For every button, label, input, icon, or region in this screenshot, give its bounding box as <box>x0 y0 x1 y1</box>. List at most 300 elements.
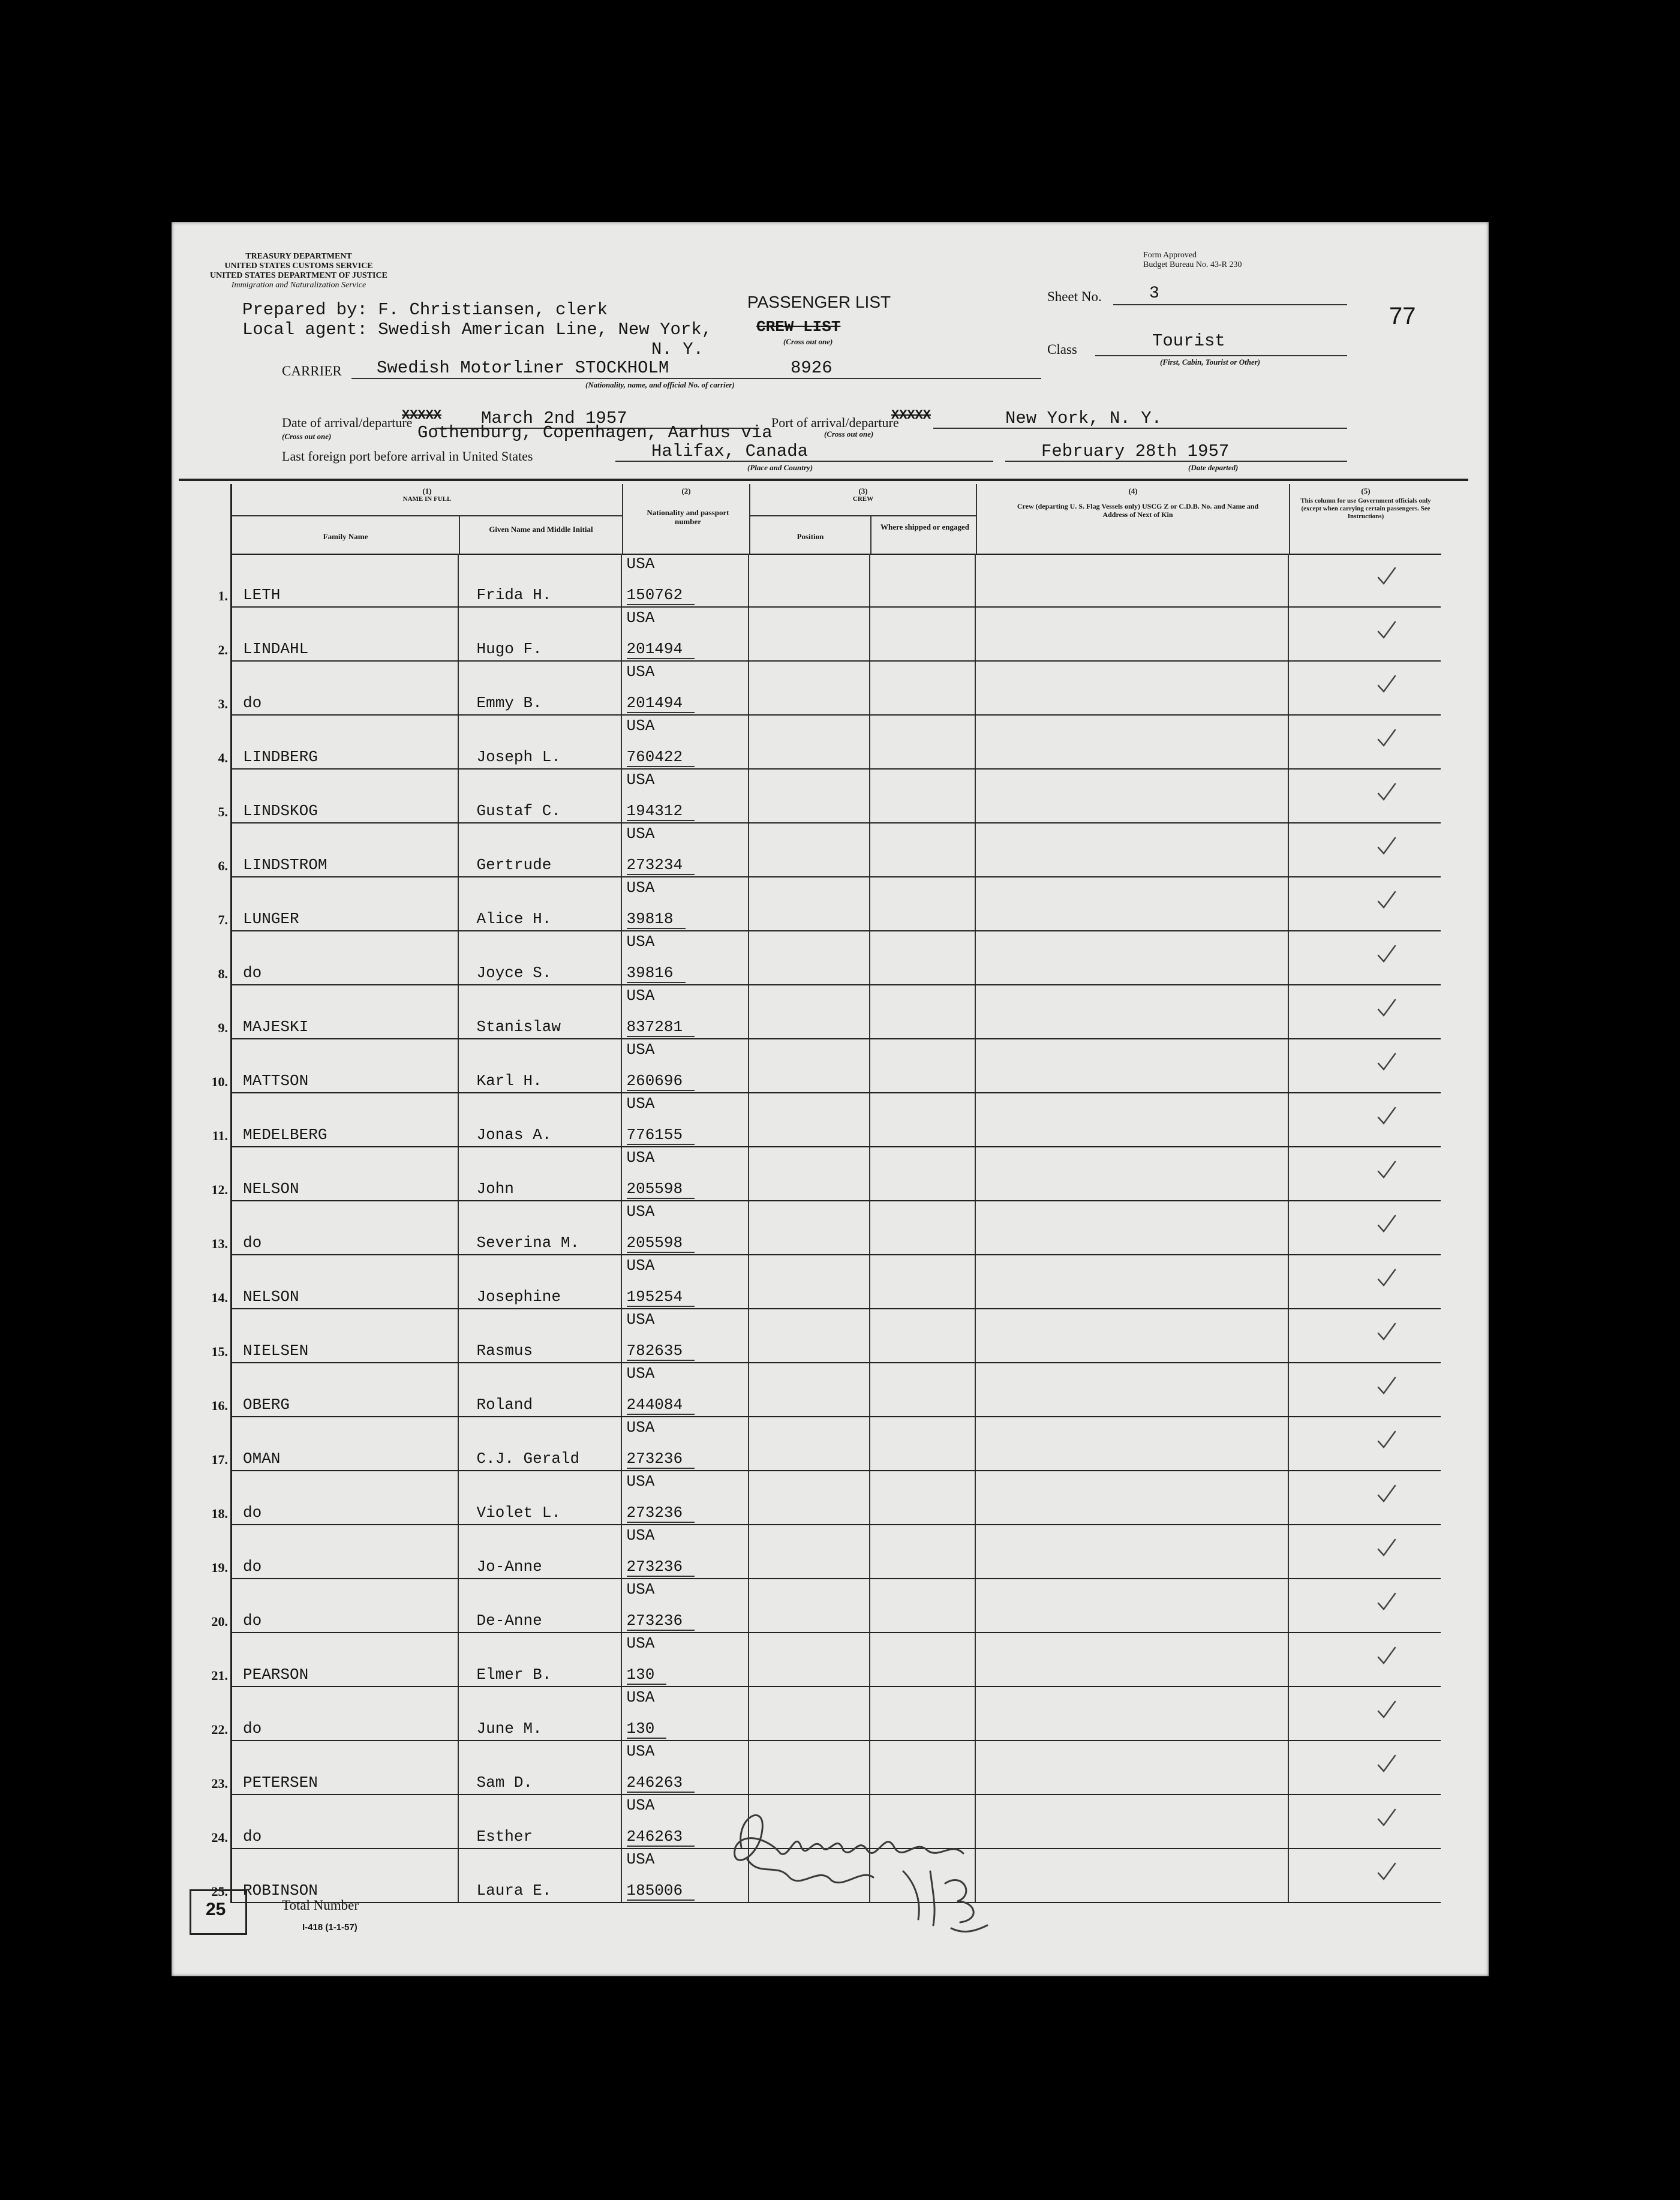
passport-number: 201494 <box>627 640 695 659</box>
given-cell <box>458 1471 621 1525</box>
next-of-kin-cell <box>975 1255 1288 1309</box>
family-name: do <box>243 694 262 712</box>
crew-position-cell <box>749 1093 870 1147</box>
given-cell <box>458 1363 621 1417</box>
col5-num: (5) <box>1361 486 1371 495</box>
table-row <box>232 1201 1441 1255</box>
table-row <box>232 1363 1441 1417</box>
next-of-kin-cell <box>975 715 1288 769</box>
page-number: 77 <box>1389 303 1416 329</box>
family-name: OBERG <box>243 1396 290 1414</box>
date-cross-note: (Cross out one) <box>282 432 332 441</box>
carrier-number: 8926 <box>791 358 833 378</box>
nationality-cell <box>621 1309 749 1363</box>
given-cell <box>458 985 621 1039</box>
nationality-cell <box>621 661 749 715</box>
table-row <box>232 1525 1441 1579</box>
crew-shipped-cell <box>870 1039 975 1093</box>
family-name: NELSON <box>243 1288 299 1306</box>
inspector-signature <box>723 1805 1035 1949</box>
passport-number: 260696 <box>627 1072 695 1091</box>
port-value: New York, N. Y. <box>1005 408 1162 428</box>
next-of-kin-cell <box>975 1093 1288 1147</box>
given-cell <box>458 1633 621 1687</box>
last-port-label: Last foreign port before arrival in United States <box>282 449 533 464</box>
col2-num: (2) <box>681 486 691 495</box>
checkmark-icon <box>1375 1590 1399 1614</box>
official-use-cell <box>1288 1417 1441 1471</box>
official-use-cell <box>1288 1363 1441 1417</box>
crew-shipped-cell <box>870 1417 975 1471</box>
next-of-kin-cell <box>975 1147 1288 1201</box>
row-number: 1. <box>218 588 228 603</box>
given-cell <box>458 1795 621 1849</box>
port-label: Port of arrival/departure <box>771 415 899 430</box>
passport-number: 185006 <box>627 1882 695 1901</box>
row-number: 10. <box>211 1074 228 1089</box>
nationality-cell <box>621 1633 749 1687</box>
row-number: 11. <box>212 1128 228 1143</box>
crew-position-cell <box>749 985 870 1039</box>
crew-list-crossed: CREW LIST <box>756 318 841 336</box>
nationality: USA <box>626 771 655 789</box>
form-number: I-418 (1-1-57) <box>302 1922 357 1932</box>
form-approved-block <box>1143 251 1242 270</box>
crew-position-cell <box>749 823 870 877</box>
given-name: Rasmus <box>476 1342 533 1360</box>
crew-shipped-cell <box>870 1309 975 1363</box>
next-of-kin-cell <box>975 1471 1288 1525</box>
official-use-cell <box>1288 661 1441 715</box>
given-cell <box>458 931 621 985</box>
nationality-cell <box>621 1039 749 1093</box>
nationality: USA <box>626 1257 655 1275</box>
carrier-value: Swedish Motorliner STOCKHOLM <box>377 358 669 378</box>
passport-number: 130 <box>627 1720 667 1739</box>
crew-position-cell <box>749 1633 870 1687</box>
table-row <box>232 554 1441 607</box>
given-name: Sam D. <box>476 1774 533 1792</box>
carrier-note: (Nationality, name, and official No. of carrier) <box>585 380 735 389</box>
row-number: 22. <box>211 1722 228 1737</box>
family-cell <box>211 1849 458 1903</box>
given-name: June M. <box>476 1720 542 1738</box>
row-number: 19. <box>211 1560 228 1575</box>
given-name: Emmy B. <box>476 694 542 712</box>
place-note: (Place and Country) <box>747 463 813 472</box>
family-cell <box>211 1417 458 1471</box>
official-use-cell <box>1288 1633 1441 1687</box>
port-cross-note: (Cross out one) <box>824 429 874 438</box>
cross-out-note: (Cross out one) <box>783 337 833 346</box>
row-number: 7. <box>218 912 228 927</box>
col1-given-head: Given Name and Middle Initial <box>489 525 593 534</box>
passport-number: 130 <box>627 1666 667 1685</box>
row-number: 4. <box>218 750 228 765</box>
passport-number: 150762 <box>627 586 695 605</box>
nationality: USA <box>626 1365 655 1382</box>
passport-number: 194312 <box>627 802 695 821</box>
date-crossed: XXXXX <box>402 408 442 423</box>
crew-position-cell <box>749 1525 870 1579</box>
family-cell <box>211 1795 458 1849</box>
family-name: do <box>243 1504 262 1522</box>
given-name: Frida H. <box>476 586 552 604</box>
next-of-kin-cell <box>975 877 1288 931</box>
given-cell <box>458 1417 621 1471</box>
nationality: USA <box>626 933 655 951</box>
row-number: 6. <box>218 858 228 873</box>
official-use-cell <box>1288 715 1441 769</box>
next-of-kin-cell <box>975 1687 1288 1741</box>
crew-position-cell <box>749 1309 870 1363</box>
passport-number: 273236 <box>627 1450 695 1469</box>
class-note: (First, Cabin, Tourist or Other) <box>1160 357 1261 366</box>
crew-position-cell <box>749 1039 870 1093</box>
family-name: do <box>243 1720 262 1738</box>
given-name: Jonas A. <box>476 1126 552 1144</box>
nationality: USA <box>626 1688 655 1706</box>
family-name: LETH <box>243 586 281 604</box>
col3-position-head: Position <box>797 532 824 541</box>
passport-number: 837281 <box>627 1018 695 1037</box>
checkmark-icon <box>1375 1698 1399 1722</box>
checkmark-icon <box>1375 618 1399 642</box>
passport-number: 273236 <box>627 1558 695 1577</box>
family-cell <box>211 1525 458 1579</box>
crew-shipped-cell <box>870 877 975 931</box>
checkmark-icon <box>1375 1536 1399 1560</box>
nationality-cell <box>621 823 749 877</box>
nationality-cell <box>621 607 749 661</box>
row-number: 25. <box>211 1884 228 1899</box>
given-cell <box>458 715 621 769</box>
given-name: Violet L. <box>476 1504 561 1522</box>
table-row <box>232 769 1441 823</box>
crew-position-cell <box>749 607 870 661</box>
family-name: LINDSKOG <box>243 802 318 820</box>
next-of-kin-cell <box>975 1633 1288 1687</box>
family-cell <box>218 931 458 985</box>
crew-shipped-cell <box>870 661 975 715</box>
budget-bureau-line: Budget Bureau No. 43-R 230 <box>1143 260 1242 269</box>
crew-position-cell <box>749 1363 870 1417</box>
given-cell <box>458 607 621 661</box>
crew-shipped-cell <box>870 769 975 823</box>
col4-title: Crew (departing U. S. Flag Vessels only) USCG Z or C.D.B. No. and Name and Address of Next of Kin <box>1017 502 1259 519</box>
given-name: C.J. Gerald <box>476 1450 580 1468</box>
given-name: Gertrude <box>476 856 552 874</box>
family-cell <box>218 985 458 1039</box>
family-name: NELSON <box>243 1180 299 1198</box>
nationality-cell <box>621 1093 749 1147</box>
given-cell <box>458 1849 621 1903</box>
nationality: USA <box>626 1418 655 1436</box>
checkmark-icon <box>1375 942 1399 966</box>
passport-number: 244084 <box>627 1396 695 1415</box>
crew-shipped-cell <box>870 985 975 1039</box>
table-row <box>232 1471 1441 1525</box>
given-cell <box>458 1525 621 1579</box>
crew-shipped-cell <box>870 554 975 607</box>
family-name: NIELSEN <box>243 1342 309 1360</box>
crew-position-cell <box>749 1741 870 1795</box>
given-name: De-Anne <box>476 1612 542 1630</box>
crew-position-cell <box>749 1255 870 1309</box>
checkmark-icon <box>1375 726 1399 750</box>
nationality: USA <box>626 717 655 735</box>
crew-position-cell <box>749 1201 870 1255</box>
official-use-cell <box>1288 1525 1441 1579</box>
crew-shipped-cell <box>870 1363 975 1417</box>
crew-position-cell <box>749 1417 870 1471</box>
checkmark-icon <box>1375 1644 1399 1668</box>
list-title: PASSENGER LIST <box>747 293 891 311</box>
nationality: USA <box>626 555 655 573</box>
nationality: USA <box>626 1580 655 1598</box>
given-name: Hugo F. <box>476 640 542 658</box>
port-crossed: XXXXX <box>891 408 931 423</box>
family-name: LINDSTROM <box>243 856 327 874</box>
row-number: 23. <box>211 1776 228 1791</box>
passport-number: 782635 <box>627 1342 695 1361</box>
table-row <box>232 1309 1441 1363</box>
family-name: LINDBERG <box>243 748 318 766</box>
class-label: Class <box>1047 342 1077 357</box>
table-row <box>232 985 1441 1039</box>
row-number: 24. <box>211 1830 228 1845</box>
given-name: Josephine <box>476 1288 561 1306</box>
crew-shipped-cell <box>870 1471 975 1525</box>
col1-family-head: Family Name <box>323 532 368 541</box>
table-row <box>232 1687 1441 1741</box>
dept-line-4: Immigration and Naturalization Service <box>231 281 366 290</box>
family-cell <box>218 554 458 607</box>
next-of-kin-cell <box>975 985 1288 1039</box>
row-number: 18. <box>211 1506 228 1521</box>
table-row <box>232 1417 1441 1471</box>
crew-shipped-cell <box>870 1633 975 1687</box>
nationality: USA <box>626 1742 655 1760</box>
family-cell <box>211 1741 458 1795</box>
family-name: MATTSON <box>243 1072 309 1090</box>
family-cell <box>212 1093 458 1147</box>
sheet-label: Sheet No. <box>1047 289 1102 304</box>
nationality-cell <box>621 769 749 823</box>
nationality: USA <box>626 1472 655 1490</box>
next-of-kin-cell <box>975 931 1288 985</box>
row-number: 21. <box>211 1668 228 1683</box>
official-use-cell <box>1288 607 1441 661</box>
given-cell <box>458 1255 621 1309</box>
next-of-kin-cell <box>975 1525 1288 1579</box>
crew-shipped-cell <box>870 1579 975 1633</box>
family-cell <box>211 1633 458 1687</box>
nationality: USA <box>626 987 655 1005</box>
passport-number: 760422 <box>627 748 695 767</box>
given-name: Esther <box>476 1828 533 1846</box>
checkmark-icon <box>1375 1158 1399 1182</box>
table-row <box>232 1255 1441 1309</box>
given-cell <box>458 661 621 715</box>
col3-title: CREW <box>852 495 874 503</box>
nationality: USA <box>626 1095 655 1113</box>
crew-shipped-cell <box>870 715 975 769</box>
row-number: 2. <box>218 642 228 657</box>
crew-position-cell <box>749 554 870 607</box>
checkmark-icon <box>1375 1482 1399 1506</box>
total-label: Total Number <box>282 1898 359 1913</box>
nationality-cell <box>621 1741 749 1795</box>
nationality: USA <box>626 663 655 681</box>
last-port-value: Halifax, Canada <box>651 441 809 461</box>
nationality-cell <box>621 877 749 931</box>
total-value: 25 <box>206 1900 226 1919</box>
passport-number: 273234 <box>627 856 695 875</box>
family-name: MAJESKI <box>243 1018 309 1036</box>
family-name: do <box>243 964 262 982</box>
col5-title: This column for use Government officials only (except when carrying certain passengers. See Instructions) <box>1300 497 1431 520</box>
official-use-cell <box>1288 985 1441 1039</box>
given-cell <box>458 1309 621 1363</box>
official-use-cell <box>1288 1579 1441 1633</box>
next-of-kin-cell <box>975 1363 1288 1417</box>
given-cell <box>458 1147 621 1201</box>
date-departed-note: (Date departed) <box>1188 463 1239 472</box>
family-name: do <box>243 1612 262 1630</box>
checkmark-icon <box>1375 1212 1399 1236</box>
col3-where-head: Where shipped or engaged <box>880 522 969 531</box>
nationality-cell <box>621 1687 749 1741</box>
given-name: Jo-Anne <box>476 1558 542 1576</box>
family-cell <box>218 823 458 877</box>
official-use-cell <box>1288 1795 1441 1849</box>
family-name: ROBINSON <box>243 1882 318 1900</box>
nationality-cell <box>621 1201 749 1255</box>
next-of-kin-cell <box>975 769 1288 823</box>
nationality: USA <box>626 825 655 843</box>
row-number: 13. <box>211 1236 228 1251</box>
nationality: USA <box>626 1311 655 1329</box>
given-cell <box>458 1687 621 1741</box>
col2-title: Nationality and passport number <box>647 508 729 526</box>
checkmark-icon <box>1375 1104 1399 1128</box>
official-use-cell <box>1288 931 1441 985</box>
given-cell <box>458 1039 621 1093</box>
given-name: Joseph L. <box>476 748 561 766</box>
checkmark-icon <box>1375 1320 1399 1344</box>
nationality: USA <box>626 1634 655 1652</box>
crew-position-cell <box>749 1147 870 1201</box>
passport-number: 246263 <box>627 1828 695 1847</box>
nationality-cell <box>621 554 749 607</box>
official-use-cell <box>1288 1201 1441 1255</box>
given-cell <box>458 1579 621 1633</box>
table-row <box>232 823 1441 877</box>
official-use-cell <box>1288 1687 1441 1741</box>
table-row <box>232 1633 1441 1687</box>
table-row <box>232 877 1441 931</box>
passport-number: 39818 <box>627 910 686 929</box>
official-use-cell <box>1288 1147 1441 1201</box>
table-row <box>232 931 1441 985</box>
passport-number: 195254 <box>627 1288 695 1307</box>
nationality: USA <box>626 1526 655 1544</box>
nationality-cell <box>621 715 749 769</box>
crew-shipped-cell <box>870 1255 975 1309</box>
crew-position-cell <box>749 715 870 769</box>
nationality-cell <box>621 1363 749 1417</box>
nationality-cell <box>621 985 749 1039</box>
dept-line-2: UNITED STATES CUSTOMS SERVICE <box>224 262 373 271</box>
official-use-cell <box>1288 877 1441 931</box>
table-row <box>232 1741 1441 1795</box>
family-cell <box>218 715 458 769</box>
crew-shipped-cell <box>870 1201 975 1255</box>
nationality: USA <box>626 1850 655 1868</box>
official-use-cell <box>1288 1309 1441 1363</box>
official-use-cell <box>1288 1255 1441 1309</box>
given-name: Gustaf C. <box>476 802 561 820</box>
nationality-cell <box>621 1147 749 1201</box>
family-cell <box>211 1147 458 1201</box>
official-use-cell <box>1288 1741 1441 1795</box>
given-name: Joyce S. <box>476 964 552 982</box>
family-name: do <box>243 1234 262 1252</box>
checkmark-icon <box>1375 1428 1399 1452</box>
col1-num: (1) <box>422 486 432 495</box>
row-number: 9. <box>218 1020 228 1035</box>
table-row <box>232 1579 1441 1633</box>
row-number: 12. <box>211 1182 228 1197</box>
next-of-kin-cell <box>975 1039 1288 1093</box>
checkmark-icon <box>1375 888 1399 912</box>
col4-num: (4) <box>1128 486 1138 495</box>
family-cell <box>211 1201 458 1255</box>
checkmark-icon <box>1375 1752 1399 1776</box>
passport-number: 205598 <box>627 1180 695 1199</box>
family-name: OMAN <box>243 1450 281 1468</box>
given-cell <box>458 554 621 607</box>
given-name: Laura E. <box>476 1882 552 1900</box>
official-use-cell <box>1288 769 1441 823</box>
passport-number: 776155 <box>627 1126 695 1145</box>
passenger-table <box>211 554 1441 1903</box>
table-row <box>232 661 1441 715</box>
next-of-kin-cell <box>975 1741 1288 1795</box>
col3-num: (3) <box>858 486 868 495</box>
table-row <box>232 1147 1441 1201</box>
given-cell <box>458 823 621 877</box>
crew-position-cell <box>749 661 870 715</box>
nationality-cell <box>621 1417 749 1471</box>
nationality-cell <box>621 1579 749 1633</box>
given-name: Alice H. <box>476 910 552 928</box>
family-cell <box>218 607 458 661</box>
family-cell <box>211 1255 458 1309</box>
crew-shipped-cell <box>870 1741 975 1795</box>
crew-position-cell <box>749 769 870 823</box>
crew-position-cell <box>749 931 870 985</box>
nationality: USA <box>626 1796 655 1814</box>
row-number: 14. <box>211 1290 228 1305</box>
crew-position-cell <box>749 877 870 931</box>
given-cell <box>458 1201 621 1255</box>
passport-number: 273236 <box>627 1504 695 1523</box>
given-name: Severina M. <box>476 1234 580 1252</box>
prepared-by: Prepared by: F. Christiansen, clerk <box>242 300 608 320</box>
given-cell <box>458 769 621 823</box>
